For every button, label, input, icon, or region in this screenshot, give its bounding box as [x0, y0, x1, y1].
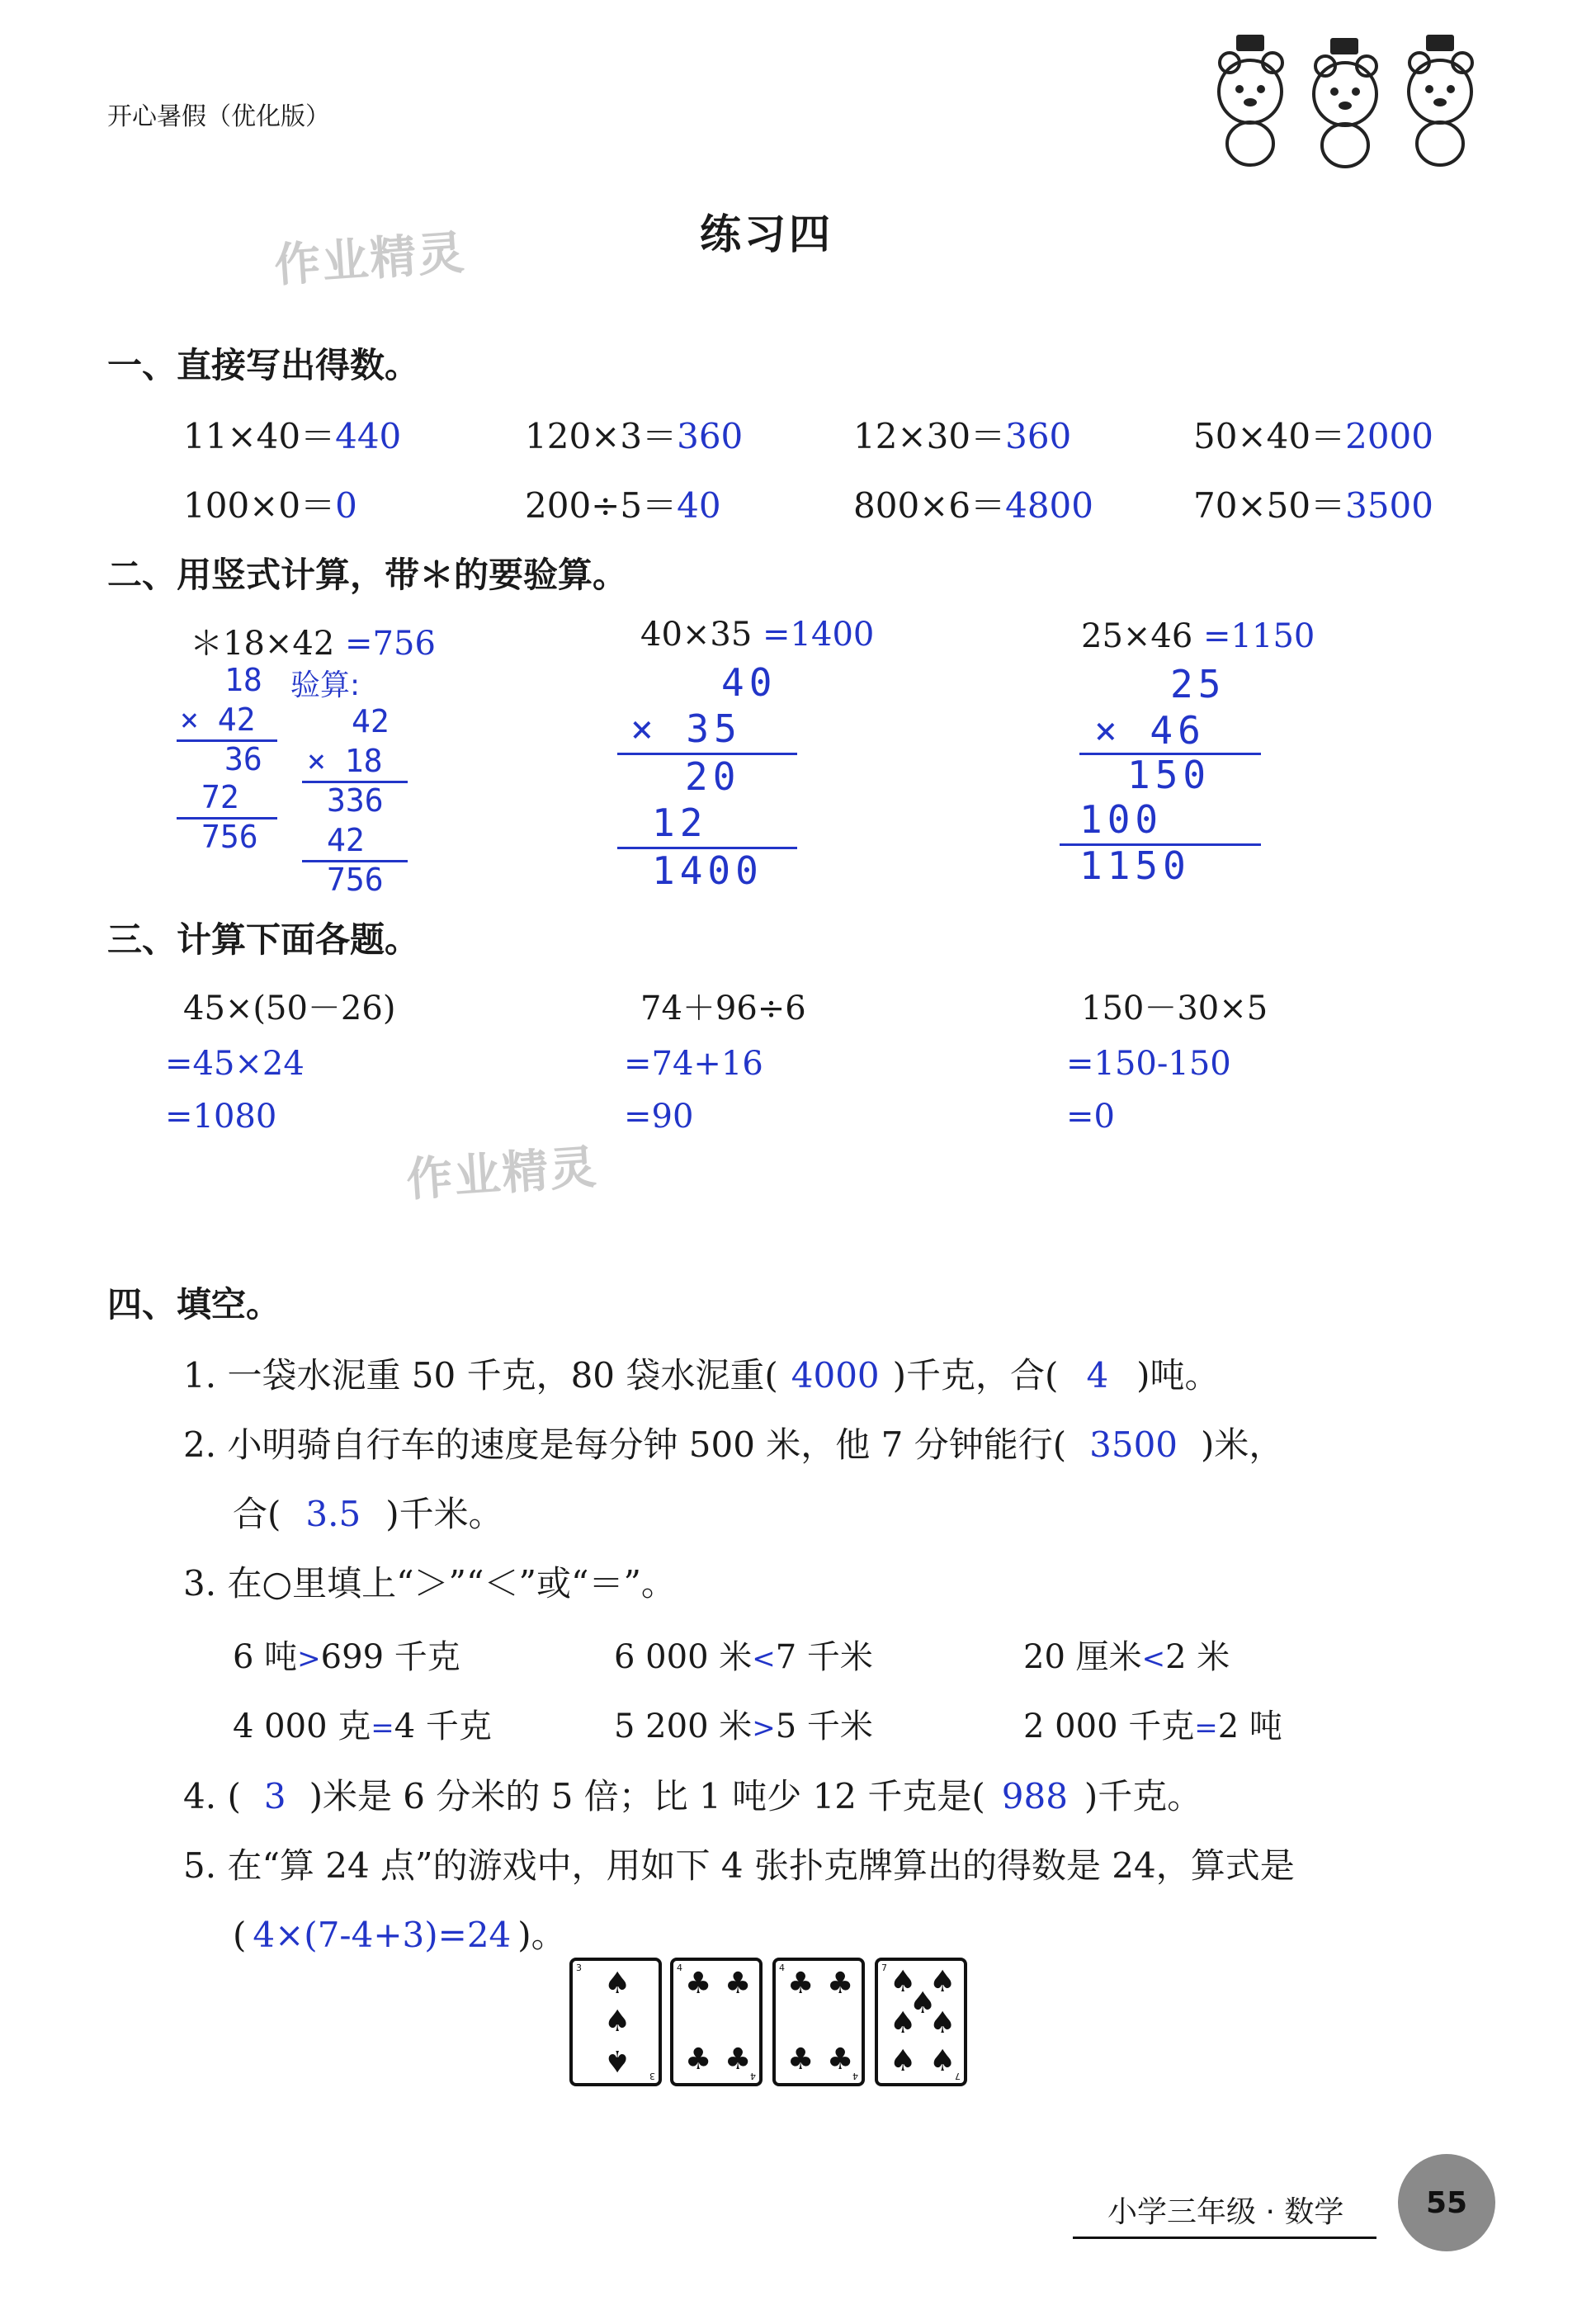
spade-icon: ♠: [890, 2006, 917, 2040]
s2-p1-check-1: 42: [352, 703, 390, 739]
s3-p2-step-1: =74+16: [624, 1045, 763, 1083]
s1-item-6: 200÷5＝40: [525, 485, 721, 526]
s2-p1-check-label: 验算:: [290, 668, 361, 702]
spade-icon: ♠: [890, 1965, 917, 1999]
club-icon: ♣: [725, 1967, 752, 2000]
section-1-heading: 一、直接写出得数。: [107, 345, 420, 385]
s4-q3-item-1: 6 吨>699 千克: [233, 1638, 460, 1676]
s2-p2-line-1: 40: [721, 660, 777, 705]
s1-item-2: 120×3＝360: [525, 416, 744, 456]
s3-p3-step-2: =0: [1066, 1098, 1115, 1136]
s2-p2-line-2: × 35: [630, 706, 742, 751]
page-number-badge: 55: [1398, 2154, 1495, 2251]
s2-problem-1: ＊18×42 =756: [190, 625, 436, 663]
s1-item-8: 70×50＝3500: [1193, 485, 1433, 526]
spade-icon: ♠: [909, 1986, 937, 2020]
club-icon: ♣: [827, 1967, 854, 2000]
club-icon: ♣: [685, 1967, 712, 2000]
footer-rule: [1073, 2237, 1376, 2239]
playing-card-2: 4 ♣ ♣ ♣ ♣ 4: [670, 1958, 763, 2086]
s1-item-1: 11×40＝440: [183, 416, 402, 456]
watermark-top: 作业精灵: [272, 225, 468, 294]
s4-question-4: 4. ( 3 )米是 6 分米的 5 倍；比 1 吨少 12 千克是( 988 )千克。: [183, 1776, 1202, 1816]
s3-p1-step-2: =1080: [165, 1098, 277, 1136]
playing-card-4: 7 ♠ ♠ ♠ ♠ ♠ ♠ ♠ 7: [875, 1958, 967, 2086]
s3-problem-2: 74＋96÷6: [640, 990, 806, 1027]
section-3-heading: 三、计算下面各题。: [107, 919, 420, 960]
club-icon: ♣: [787, 1967, 815, 2000]
s2-p2-line-3: 20: [685, 754, 741, 799]
s2-p1-line-4: 72: [201, 779, 239, 815]
s4-q3-item-2: 6 000 米<7 千米: [614, 1638, 873, 1676]
page-title: 练习四: [700, 210, 833, 258]
s1-item-7: 800×6＝4800: [853, 485, 1093, 526]
s4-q3-item-4: 4 000 克=4 千克: [233, 1708, 492, 1745]
section-4-heading: 四、填空。: [107, 1284, 281, 1325]
s1-item-3: 12×30＝360: [853, 416, 1072, 456]
club-icon: ♣: [787, 2043, 815, 2076]
s2-p1-line-3: 36: [224, 741, 262, 777]
club-icon: ♣: [827, 2043, 854, 2076]
club-icon: ♣: [725, 2043, 752, 2076]
club-icon: ♣: [685, 2043, 712, 2076]
section-2-heading: 二、用竖式计算，带＊的要验算。: [107, 555, 628, 595]
s3-p2-step-2: =90: [624, 1098, 694, 1136]
spade-icon: ♠: [604, 2043, 631, 2077]
spade-icon: ♠: [929, 2044, 956, 2078]
book-title: 开心暑假（优化版）: [107, 102, 330, 131]
spade-icon: ♠: [890, 2044, 917, 2078]
s3-problem-3: 150－30×5: [1081, 990, 1268, 1027]
s4-question-5-cont: ( 4×(7-4+3)=24 )。: [233, 1915, 566, 1955]
s2-p2-line-4: 12: [652, 801, 708, 845]
spade-icon: ♠: [929, 2006, 956, 2040]
s2-p3-line-5: 1150: [1079, 843, 1191, 888]
playing-card-3: 4 ♣ ♣ ♣ ♣ 4: [772, 1958, 865, 2086]
s2-p1-line-1: 18: [224, 662, 262, 698]
playing-card-1: 3 ♠ ♠ ♠ 3: [569, 1958, 662, 2086]
spade-icon: ♠: [604, 1967, 631, 2000]
s2-p1-check-4: 42: [327, 822, 365, 858]
s3-p3-step-1: =150-150: [1066, 1045, 1231, 1083]
s4-q3-item-3: 20 厘米<2 米: [1023, 1638, 1230, 1676]
s1-item-4: 50×40＝2000: [1193, 416, 1433, 456]
s4-question-3: 3. 在○里填上“＞”“＜”或“＝”。: [183, 1563, 676, 1604]
s2-p2-line-5: 1400: [652, 848, 763, 893]
s2-p3-line-4: 100: [1079, 797, 1164, 842]
s3-p1-step-1: =45×24: [165, 1045, 305, 1083]
s4-question-5: 5. 在“算 24 点”的游戏中，用如下 4 张扑克牌算出的得数是 24，算式是: [183, 1845, 1295, 1886]
s2-p3-line-3: 150: [1127, 753, 1211, 797]
spade-icon: ♠: [604, 2005, 631, 2038]
footer-subject: 小学三年级 · 数学: [1107, 2195, 1344, 2229]
s1-item-5: 100×0＝0: [183, 485, 357, 526]
cartoon-bears-icon: [1197, 30, 1494, 170]
s3-problem-1: 45×(50－26): [183, 990, 396, 1027]
s2-p1-line-5: 756: [201, 819, 258, 855]
s2-p1-check-2: × 18: [307, 743, 383, 779]
spade-icon: ♠: [929, 1965, 956, 1999]
s2-p1-check-5: 756: [327, 862, 384, 898]
s2-problem-2: 40×35 =1400: [640, 616, 875, 654]
s2-problem-3: 25×46 =1150: [1081, 617, 1315, 655]
s4-question-2-cont: 合( 3.5 )千米。: [233, 1494, 503, 1534]
watermark-middle: 作业精灵: [404, 1140, 600, 1208]
s2-p1-line-2: × 42: [180, 701, 256, 738]
s2-p3-line-1: 25: [1170, 662, 1226, 706]
s4-q3-item-5: 5 200 米>5 千米: [614, 1708, 873, 1745]
s4-question-1: 1. 一袋水泥重 50 千克，80 袋水泥重( 4000 )千克，合( 4 )吨。: [183, 1355, 1220, 1396]
s4-q3-item-6: 2 000 千克=2 吨: [1023, 1708, 1282, 1745]
s2-p3-line-2: × 46: [1094, 708, 1206, 753]
s4-question-2: 2. 小明骑自行车的速度是每分钟 500 米，他 7 分钟能行( 3500 )米，: [183, 1424, 1284, 1465]
s2-p1-check-3: 336: [327, 782, 384, 819]
